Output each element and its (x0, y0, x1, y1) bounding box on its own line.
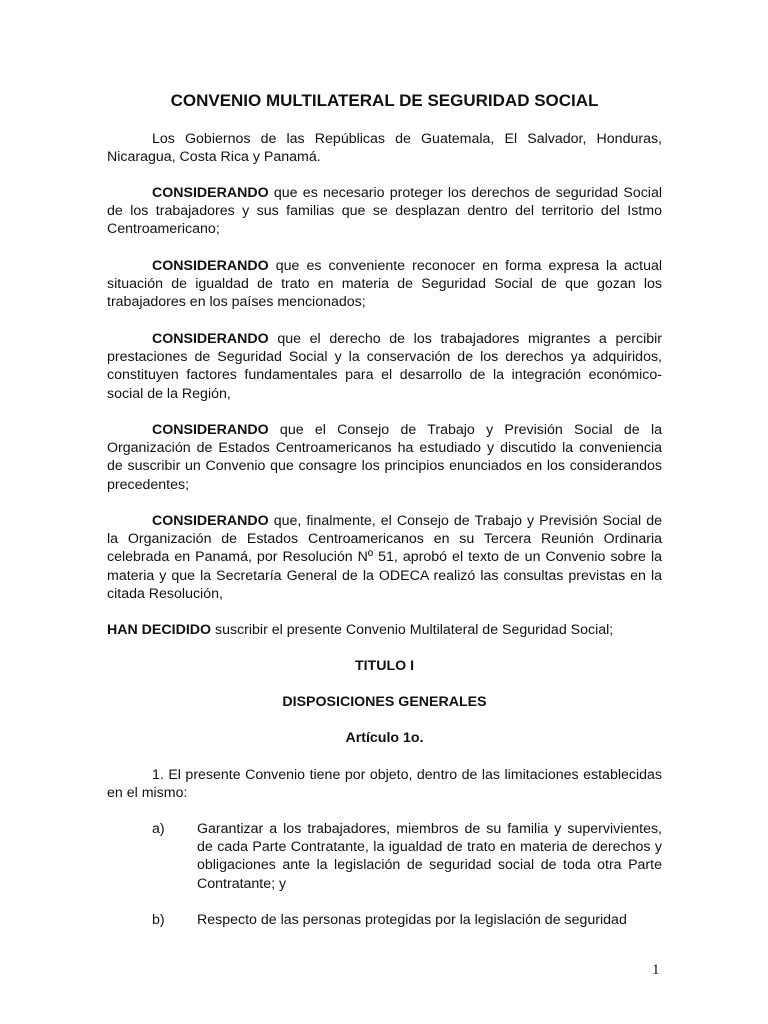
considerando-paragraph-4 (107, 421, 662, 494)
section-heading: DISPOSICIONES GENERALES (282, 694, 487, 710)
considerando-paragraph-1 (107, 184, 662, 239)
page-number: 1 (652, 962, 660, 978)
list-item-label: b) (152, 912, 165, 928)
considerando-lead: CONSIDERANDO (152, 185, 269, 201)
article-paragraph-1: 1. El presente Convenio tiene por objeto, dentro de las limitaciones establecidas en el mismo: (107, 767, 662, 802)
considerando-text: que es conveniente reconocer en forma expresa la actual situación de igualdad de trato en materia de Seguridad Social de que gozan los trabajadores en los países mencionados; (107, 258, 662, 311)
considerando-paragraph-3 (107, 330, 662, 403)
considerando-lead: CONSIDERANDO (152, 422, 269, 438)
considerando-text: que el Consejo de Trabajo y Previsión Social de la Organización de Estados Centroamericanos ha estudiado y discutido la conveniencia de suscribir un Convenio que consagre los principios enunciados en los considerandos precedentes; (107, 422, 662, 493)
decision-paragraph (107, 621, 662, 639)
considerando-paragraph-5 (107, 512, 662, 603)
considerando-text: que, finalmente, el Consejo de Trabajo y Previsión Social de la Organización de Estados Centroamericanos en su Tercera Reunión Ordinaria celebrada en Panamá, por Resolución Nº 51, aprobó el texto de un Convenio sobre la materia y que la Secretaría General de la ODECA realizó las consultas previstas en la citada Resolución, (107, 513, 662, 602)
considerando-lead: CONSIDERANDO (152, 331, 269, 347)
considerando-lead: CONSIDERANDO (152, 513, 269, 529)
considerando-text: que el derecho de los trabajadores migrantes a percibir prestaciones de Seguridad Social y la conservación de los derechos ya adquiridos, constituyen factores fundamentales para el desarrollo de la integración económico-social de la Región, (107, 331, 662, 402)
decision-lead: HAN DECIDIDO (107, 622, 212, 638)
document-title: CONVENIO MULTILATERAL DE SEGURIDAD SOCIAL (170, 91, 599, 110)
considerando-lead: CONSIDERANDO (152, 258, 269, 274)
decision-text: suscribir el presente Convenio Multilateral de Seguridad Social; (211, 622, 614, 638)
considerando-paragraph-2 (107, 257, 662, 312)
intro-paragraph: Los Gobiernos de las Repúblicas de Guatemala, El Salvador, Honduras, Nicaragua, Costa Rica y Panamá. (107, 131, 662, 166)
list-item-text: Respecto de las personas protegidas por la legislación de seguridad (197, 912, 627, 928)
list-item-text: Garantizar a los trabajadores, miembros de su familia y supervivientes, de cada Parte Contratante, la igualdad de trato en materia de derechos y obligaciones ante la legislación de seguridad social de toda otra Parte Contratante; y (197, 821, 662, 892)
titulo-heading: TITULO I (354, 658, 415, 674)
considerando-text: que es necesario proteger los derechos de seguridad Social de los trabajadores y sus familias que se desplazan dentro del territorio del Istmo Centroamericano; (107, 185, 662, 238)
article-heading: Artículo 1o. (345, 730, 424, 746)
list-item-label: a) (152, 821, 165, 837)
